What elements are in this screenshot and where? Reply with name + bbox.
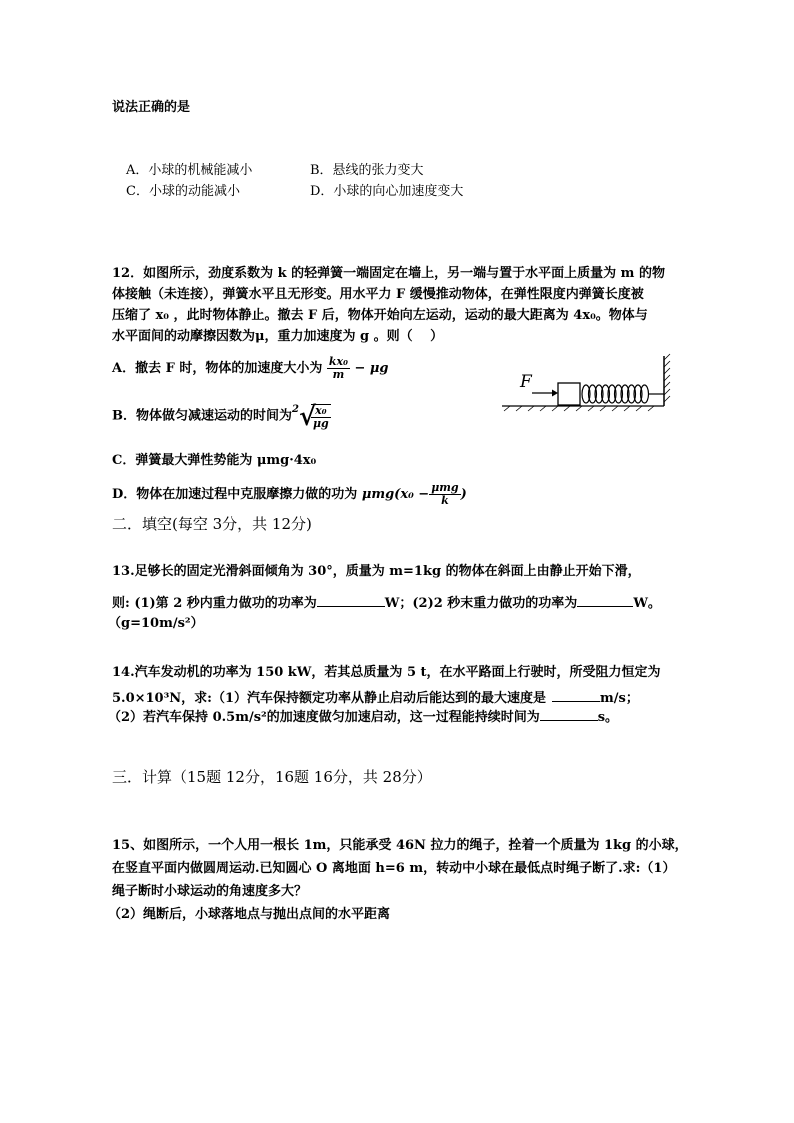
q12-option-b-sqrt: √ $\frac{\text{x₀}}{\mu g}$: [298, 402, 329, 432]
q13-line-2: [112, 594, 661, 612]
q12-option-d-fraction: [429, 482, 460, 507]
q13-blank-1[interactable]: [317, 594, 385, 607]
q11-option-c: C．小球的动能减小: [126, 184, 240, 199]
section-3-title: 三．计算（15题 12分，16题 16分，共 28分）: [112, 768, 432, 786]
q13-line-3: （g=10m/s²）: [108, 616, 204, 631]
q15-line-1: 15、如图所示，一个人用一根长 1m，只能承受 46N 拉力的绳子，拴着一个质量为 1kg 的小球，: [112, 838, 688, 853]
q12-option-a-numerator: kx₀: [328, 355, 348, 368]
q12-option-d-numerator: μmg: [431, 481, 459, 494]
q12-option-a: [112, 356, 388, 381]
q14-text-2: m/s；: [600, 691, 639, 706]
section-2-title: 二．填空(每空 3分，共 12分): [112, 515, 312, 533]
q14-line-3: [108, 708, 618, 726]
q12-option-b-denominator: μg: [312, 417, 329, 430]
q12-option-a-fraction: [327, 356, 350, 381]
q11-option-b: B．悬线的张力变大: [310, 163, 424, 178]
q13-text-2: W；(2)2 秒末重力做功的功率为: [384, 596, 578, 611]
q12-option-d-post: ): [460, 487, 467, 502]
q12-option-c: C．弹簧最大弹性势能为 μmg·4x₀: [112, 453, 317, 468]
q13-line-1: 13.足够长的固定光滑斜面倾角为 30°，质量为 m=1kg 的物体在斜面上由静止开始下滑，: [112, 564, 641, 579]
q12-option-a-denominator: m: [332, 368, 345, 381]
q12-option-b-numerator: x₀: [311, 405, 331, 418]
block: [558, 383, 580, 405]
q15-line-2: 在竖直平面内做圆周运动.已知圆心 O 离地面 h=6 m，转动中小球在最低点时绳子断了.求:（1）: [112, 861, 676, 876]
q12-option-d-pre: μmg(x₀ −: [361, 487, 430, 502]
force-arrow-head: [552, 390, 558, 397]
q12-option-d-text: D．物体在加速过程中克服摩擦力做的功为: [112, 487, 358, 502]
q14-line-1: 14.汽车发动机的功率为 150 kW，若其总质量为 5 t，在水平路面上行驶时，所受阻力恒定为: [112, 665, 661, 680]
q14-line-2: [112, 689, 639, 707]
q14-text-3: （2）若汽车保持 0.5m/s²的加速度做匀加速启动，这一过程能持续时间为: [108, 710, 540, 725]
wall-hatching: [664, 354, 670, 402]
q11-option-a: A．小球的机械能减小: [126, 163, 253, 178]
q12-option-b-text: B．物体做匀减速运动的时间为: [112, 408, 292, 424]
q12-option-b-coefficient: 2: [292, 404, 299, 415]
q14-blank-1[interactable]: [552, 689, 600, 702]
q11-stem-end: 说法正确的是: [112, 100, 191, 115]
q12-line-1: 12．如图所示，劲度系数为 k 的轻弹簧一端固定在墙上，另一端与置于水平面上质量为 m 的物: [112, 266, 665, 281]
q14-text-1: 5.0×10³N，求:（1）汽车保持额定功率从静止启动后能达到的最大速度是: [112, 691, 547, 706]
q12-option-d-denominator: k: [441, 494, 449, 507]
q15-line-3: 绳子断时小球运动的角速度多大？: [112, 884, 308, 899]
q12-option-a-tail: − μg: [354, 361, 389, 376]
q15-line-4: （2）绳断后，小球落地点与抛出点间的水平距离: [108, 907, 391, 922]
q12-line-4: 水平面间的动摩擦因数为μ，重力加速度为 g 。则（ ）: [112, 329, 444, 344]
spring-block-figure: [498, 350, 678, 412]
spring-coils: [582, 385, 649, 403]
q13-blank-2[interactable]: [577, 594, 633, 607]
q12-option-a-text: A．撤去 F 时，物体的加速度大小为: [112, 361, 323, 376]
q12-line-2: 体接触（未连接），弹簧水平且无形变。用水平力 F 缓慢推动物体，在弹性限度内弹簧长度被: [112, 287, 644, 302]
q13-text-3: W。: [633, 596, 661, 611]
floor-hatching: [504, 406, 654, 411]
force-label: F: [520, 372, 532, 392]
q11-option-d: D．小球的向心加速度变大: [310, 184, 464, 199]
q12-option-b: [112, 402, 331, 430]
q14-blank-2[interactable]: [540, 708, 598, 721]
q12-option-d: [112, 482, 467, 507]
q12-line-3: 压缩了 x₀ ，此时物体静止。撤去 F 后，物体开始向左运动，运动的最大距离为 4x₀。物体与: [112, 308, 648, 323]
q14-text-4: s。: [597, 710, 619, 725]
q13-text-1: 则: (1)第 2 秒内重力做功的功率为: [112, 596, 317, 611]
